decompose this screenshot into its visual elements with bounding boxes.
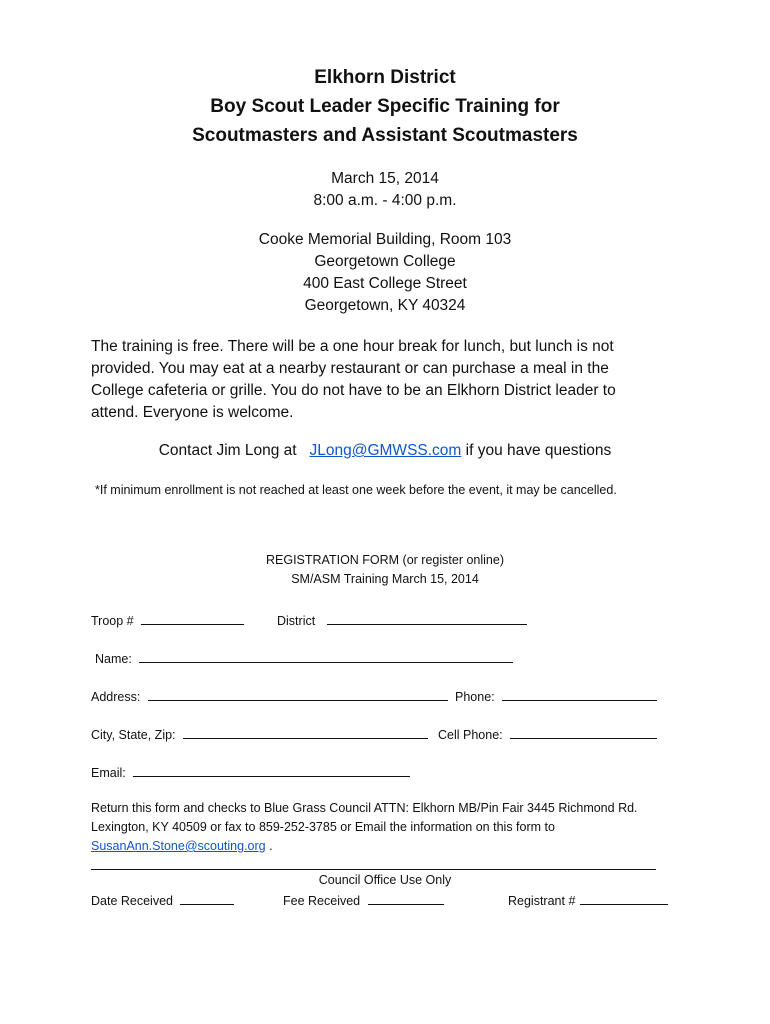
return-email-link[interactable]: SusanAnn.Stone@scouting.org [91,839,266,853]
city-field [91,724,428,742]
form-title: REGISTRATION FORM (or register online) [265,553,504,567]
city-input[interactable] [183,724,428,739]
name-label: Name: [95,652,132,666]
email-label: Email: [91,766,126,780]
return-instructions [91,799,666,856]
section-divider [91,869,656,870]
cancellation-note: *If minimum enrollment is not reached at least one week before the event, it may be cancelled. [95,483,617,497]
name-field [95,648,513,666]
troop-field [91,610,244,628]
location-building: Cooke Memorial Building, Room 103 [258,231,512,248]
name-input[interactable] [139,648,513,663]
return-text: Return this form and checks to Blue Grass Council ATTN: Elkhorn MB/Pin Fair 3445 Richmond Rd. Lexington, KY 40509 or fax to 859-252-3785 or Email the information on this form to [91,801,638,834]
phone-input[interactable] [502,686,657,701]
registrant-label: Registrant # [508,894,576,908]
district-label: District [277,614,316,628]
date-received-label: Date Received [91,894,173,908]
fee-received-label: Fee Received [283,894,361,908]
district-field [277,610,527,628]
location-city: Georgetown, KY 40324 [304,297,466,314]
contact-email-link[interactable]: JLong@GMWSS.com [309,442,462,459]
form-subtitle: SM/ASM Training March 15, 2014 [291,572,479,586]
city-label: City, State, Zip: [91,728,176,742]
location-street: 400 East College Street [303,275,467,292]
address-field [91,686,448,704]
training-title: Boy Scout Leader Specific Training for [210,96,560,117]
contact-line [0,442,770,460]
contact-prefix: Contact Jim Long at [158,442,297,459]
phone-label: Phone: [455,690,495,704]
registrant-input[interactable] [580,890,668,905]
date-received-input[interactable] [180,890,234,905]
location-college: Georgetown College [314,253,456,270]
district-input[interactable] [327,610,527,625]
training-subtitle: Scoutmasters and Assistant Scoutmasters [192,125,578,146]
cell-phone-field [438,724,657,742]
fee-received-field [283,890,444,908]
contact-suffix: if you have questions [465,442,612,459]
phone-field [455,686,657,704]
address-label: Address: [91,690,141,704]
cell-phone-input[interactable] [510,724,657,739]
event-date: March 15, 2014 [331,170,439,187]
email-input[interactable] [133,762,410,777]
info-paragraph: The training is free. There will be a one hour break for lunch, but lunch is not provided. You may eat at a nearby restaurant or can purchase a meal in the College cafeteria or grille. You do not have to be an Elkhorn District leader to attend. Everyone is welcome. [91,338,616,421]
troop-input[interactable] [141,610,244,625]
date-received-field [91,890,234,908]
registrant-field [508,890,668,908]
event-time: 8:00 a.m. - 4:00 p.m. [313,192,457,209]
cell-phone-label: Cell Phone: [438,728,503,742]
district-title: Elkhorn District [314,67,456,88]
troop-label: Troop # [91,614,134,628]
email-field [91,762,410,780]
address-input[interactable] [148,686,448,701]
fee-received-input[interactable] [368,890,444,905]
return-end: . [269,839,273,853]
office-use-title: Council Office Use Only [318,873,452,887]
